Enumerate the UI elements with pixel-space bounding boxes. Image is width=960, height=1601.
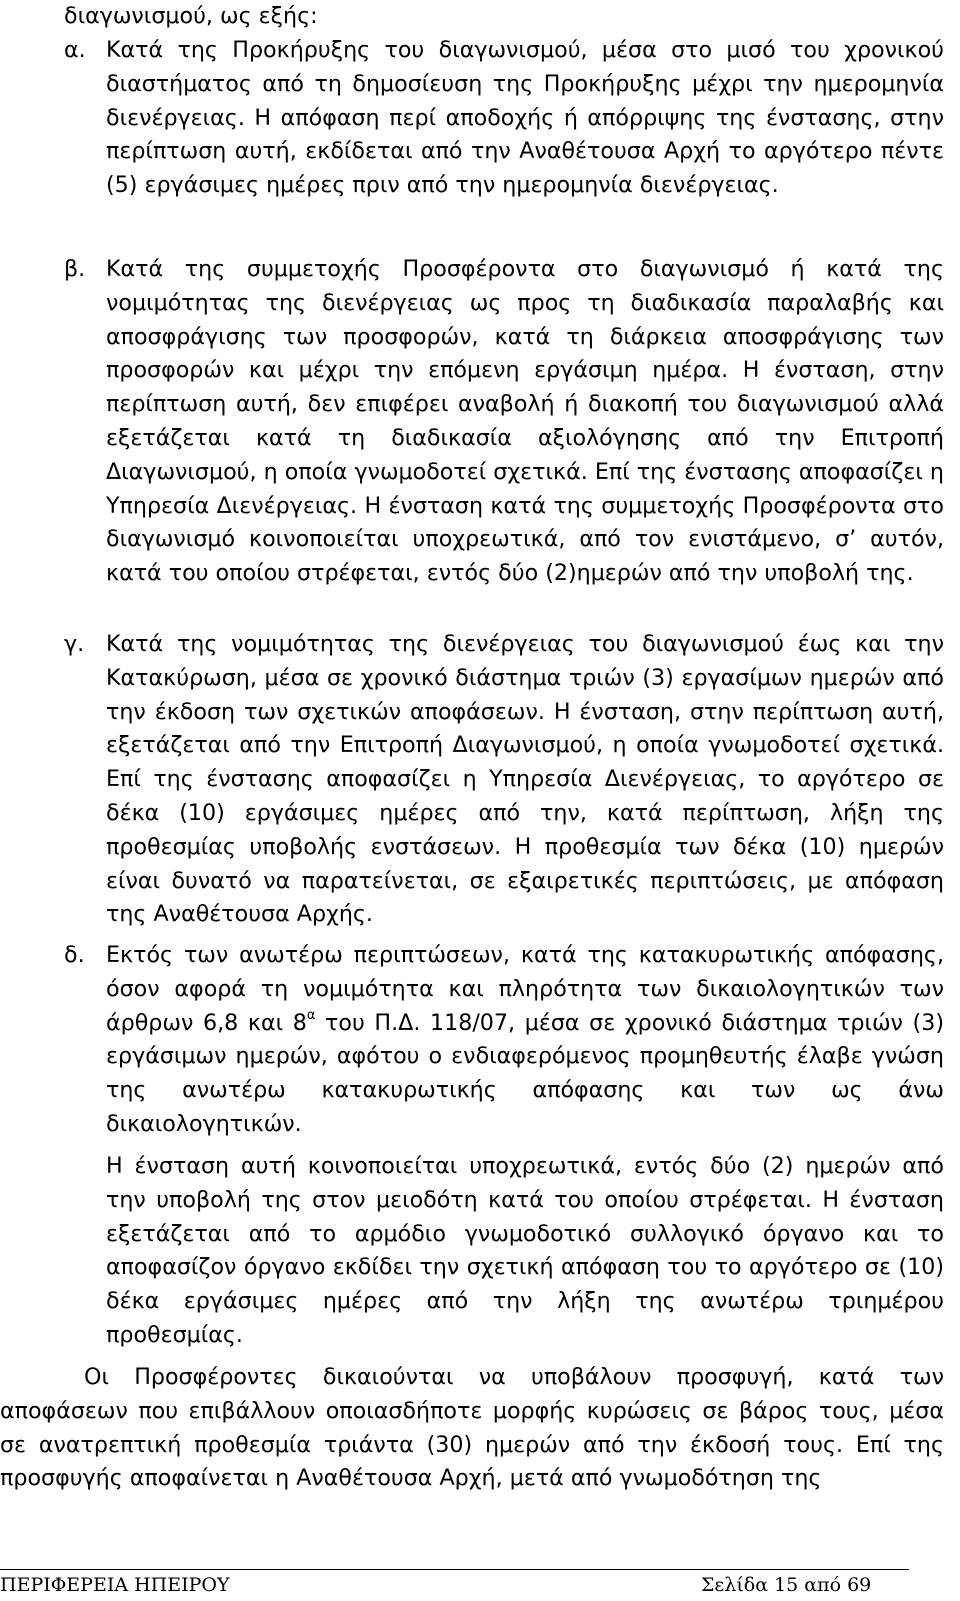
list-item-d xyxy=(64,939,944,1142)
intro-line: διαγωνισμού, ως εξής: xyxy=(64,3,318,29)
list-item-text xyxy=(106,939,944,1142)
list-item-b xyxy=(64,253,944,591)
text-before-superscript: Εκτός των ανωτέρω περιπτώσεων, κατά της κατακυρωτικής απόφασης, όσον αφορά τη νομιμότητα και πληρότητα των δικαιολογητικών των άρθρων 6,8 και 8 xyxy=(106,942,944,1036)
list-item-c xyxy=(64,628,944,932)
list-item-a xyxy=(64,34,944,203)
footer-organization: ΠΕΡΙΦΕΡΕΙΑ ΗΠΕΙΡΟΥ xyxy=(0,1574,230,1596)
list-item-text: Κατά της Προκήρυξης του διαγωνισμού, μέσα στο μισό του χρονικού διαστήματος από τη δημοσίευση της Προκήρυξης μέχρι την ημερομηνία διενέργειας. Η απόφαση περί αποδοχής ή απόρριψης της ένστασης, στην περίπτωση αυτή, εκδίδεται από την Αναθέτουσα Αρχή το αργότερο πέντε (5) εργάσιμες ημέρες πριν από την ημερομηνία διενέργειας. xyxy=(106,37,944,199)
list-item-text: Κατά της συμμετοχής Προσφέροντα στο διαγωνισμό ή κατά της νομιμότητας της διενέργειας ως προς τη διαδικασία παραλαβής και αποσφράγισης των προσφορών, κατά τη διάρκεια αποσφράγισης των προσφορών και μέχρι την επόμενη εργάσιμη ημέρα. Η ένσταση, στην περίπτωση αυτή, δεν επιφέρει αναβολή ή διακοπή του διαγωνισμού αλλά εξετάζεται κατά τη διαδικασία αξιολόγησης από την Επιτροπή Διαγωνισμού, η οποία γνωμοδοτεί σχετικά. Επί της ένστασης αποφασίζει η Υπηρεσία Διενέργειας. Η ένσταση κατά της συμμετοχής Προσφέροντα στο διαγωνισμό κοινοποιείται υποχρεωτικά, από τον ενιστάμενο, σ’ αυτόν, κατά του οποίου στρέφεται, εντός δύο (2)ημερών από την υποβολή της. xyxy=(106,256,944,587)
list-marker: β. xyxy=(64,256,86,282)
objection-note-paragraph: Η ένσταση αυτή κοινοποιείται υποχρεωτικά, εντός δύο (2) ημερών από την υποβολή της στον μειοδότη κατά του οποίου στρέφεται. Η ένσταση εξετάζεται από το αρμόδιο γνωμοδοτικό συλλογικό όργανο και το αποφασίζον όργανο εκδίδει την σχετική απόφαση του το αργότερο σε (10) δέκα εργάσιμες ημέρες από την λήξη της ανωτέρω τριημέρου προθεσμίας. xyxy=(106,1153,944,1348)
footer-page-number: Σελίδα 15 από 69 xyxy=(701,1574,872,1596)
text-after-superscript: του Π.Δ. 118/07, μέσα σε χρονικό διάστημα τριών (3) εργάσιμων ημερών, αφότου ο ενδιαφερόμενος προμηθευτής έλαβε γνώση της ανωτέρω κατακυρωτικής απόφασης και των ως άνω δικαιολογητικών. xyxy=(106,1009,944,1137)
list-item-text: Κατά της νομιμότητας της διενέργειας του διαγωνισμού έως και την Κατακύρωση, μέσα σε χρονικό διάστημα τριών (3) εργασίμων ημερών από την έκδοση των σχετικών αποφάσεων. Η ένσταση, στην περίπτωση αυτή, εξετάζεται από την Επιτροπή Διαγωνισμού, η οποία γνωμοδοτεί σχετικά. Επί της ένστασης αποφασίζει η Υπηρεσία Διενέργειας, το αργότερο σε δέκα (10) εργάσιμες ημέρες από την, κατά περίπτωση, λήξη της προθεσμίας υποβολής ενστάσεων. Η προθεσμία των δέκα (10) ημερών είναι δυνατό να παρατείνεται, σε εξαιρετικές περιπτώσεις, με απόφαση της Αναθέτουσα Αρχής. xyxy=(106,631,944,928)
list-marker: γ. xyxy=(64,631,85,657)
superscript: α xyxy=(306,1007,316,1023)
list-marker: δ. xyxy=(64,942,85,968)
footer-divider xyxy=(0,1569,909,1570)
appeal-paragraph: Οι Προσφέροντες δικαιούνται να υποβάλουν προσφυγή, κατά των αποφάσεων που επιβάλλουν οποιασδήποτε μορφής κυρώσεις σε βάρος τους, μέσα σε ανατρεπτική προθεσμία τριάντα (30) ημερών από την έκδοσή τους. Επί της προσφυγής αποφαίνεται η Αναθέτουσα Αρχή, μετά από γνωμοδότηση της xyxy=(0,1364,944,1492)
list-marker: α. xyxy=(64,37,86,63)
